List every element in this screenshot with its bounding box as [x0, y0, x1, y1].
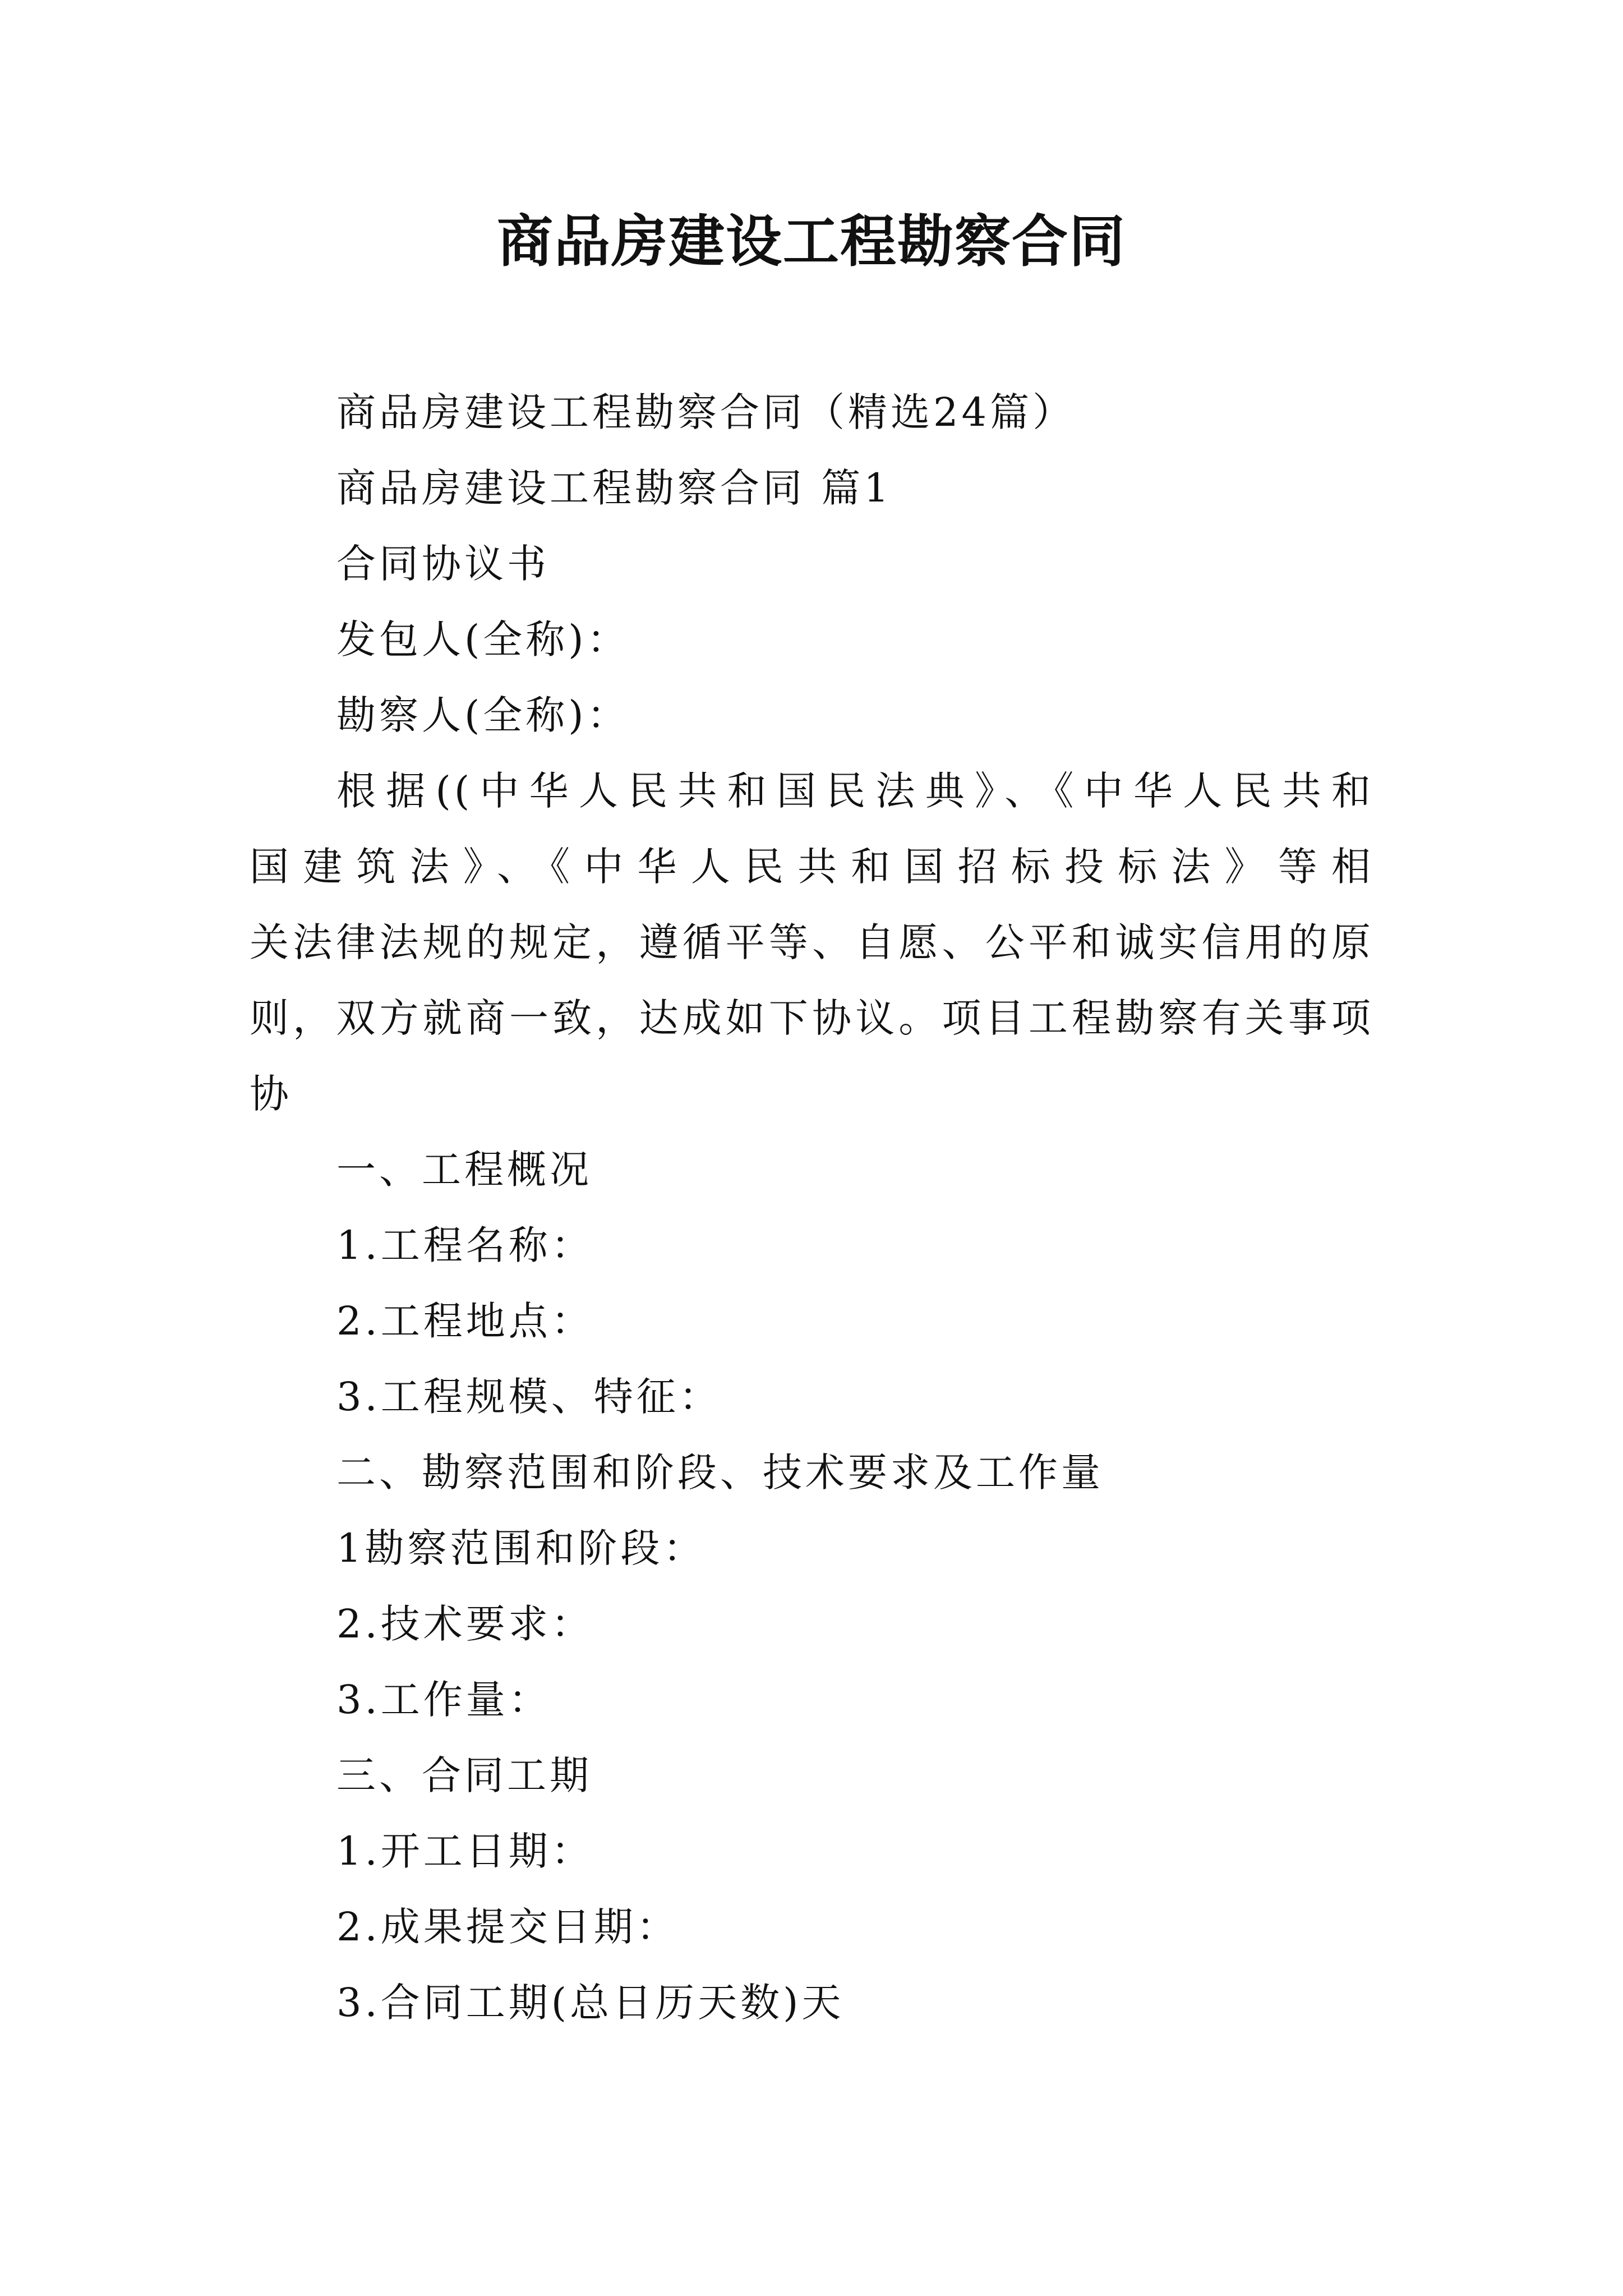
paragraph-line: 根据((中华人民共和国民法典》、《中华人民共和: [336, 768, 1374, 814]
paragraph-line: 国建筑法》、《中华人民共和国招标投标法》等相: [250, 844, 1374, 890]
section-1-item: 3.工程规模、特征：: [336, 1374, 722, 1420]
section-2-heading: 二、勘察范围和阶段、技术要求及工作量: [336, 1450, 1104, 1496]
section-3-heading: 三、合同工期: [336, 1752, 592, 1798]
section-1-item: 1.工程名称：: [336, 1222, 594, 1268]
paragraph-line: 协: [250, 1071, 292, 1117]
surveyor-label: 勘察人(全称)：: [336, 692, 630, 738]
section-1-item: 2.工程地点：: [336, 1298, 594, 1344]
section-2-item: 3.工作量：: [336, 1677, 551, 1723]
section-1-heading: 一、工程概况: [336, 1147, 592, 1193]
agreement-title: 合同协议书: [336, 541, 550, 587]
employer-label: 发包人(全称)：: [336, 616, 630, 662]
section-2-item: 2.技术要求：: [336, 1601, 594, 1647]
paragraph-line: 则，双方就商一致，达成如下协议。项目工程勘察有关事项: [250, 995, 1374, 1041]
document-subtitle: 商品房建设工程勘察合同（精选24篇）: [336, 389, 1076, 435]
section-3-item: 1.开工日期：: [336, 1828, 594, 1874]
section-3-item: 3.合同工期(总日历天数)天: [336, 1980, 845, 2026]
section-heading: 商品房建设工程勘察合同 篇1: [336, 465, 892, 511]
section-2-item: 1勘察范围和阶段：: [336, 1525, 706, 1571]
document-title: 商品房建设工程勘察合同: [497, 208, 1126, 274]
paragraph-line: 关法律法规的规定，遵循平等、自愿、公平和诚实信用的原: [250, 919, 1374, 965]
section-3-item: 2.成果提交日期：: [336, 1904, 679, 1950]
